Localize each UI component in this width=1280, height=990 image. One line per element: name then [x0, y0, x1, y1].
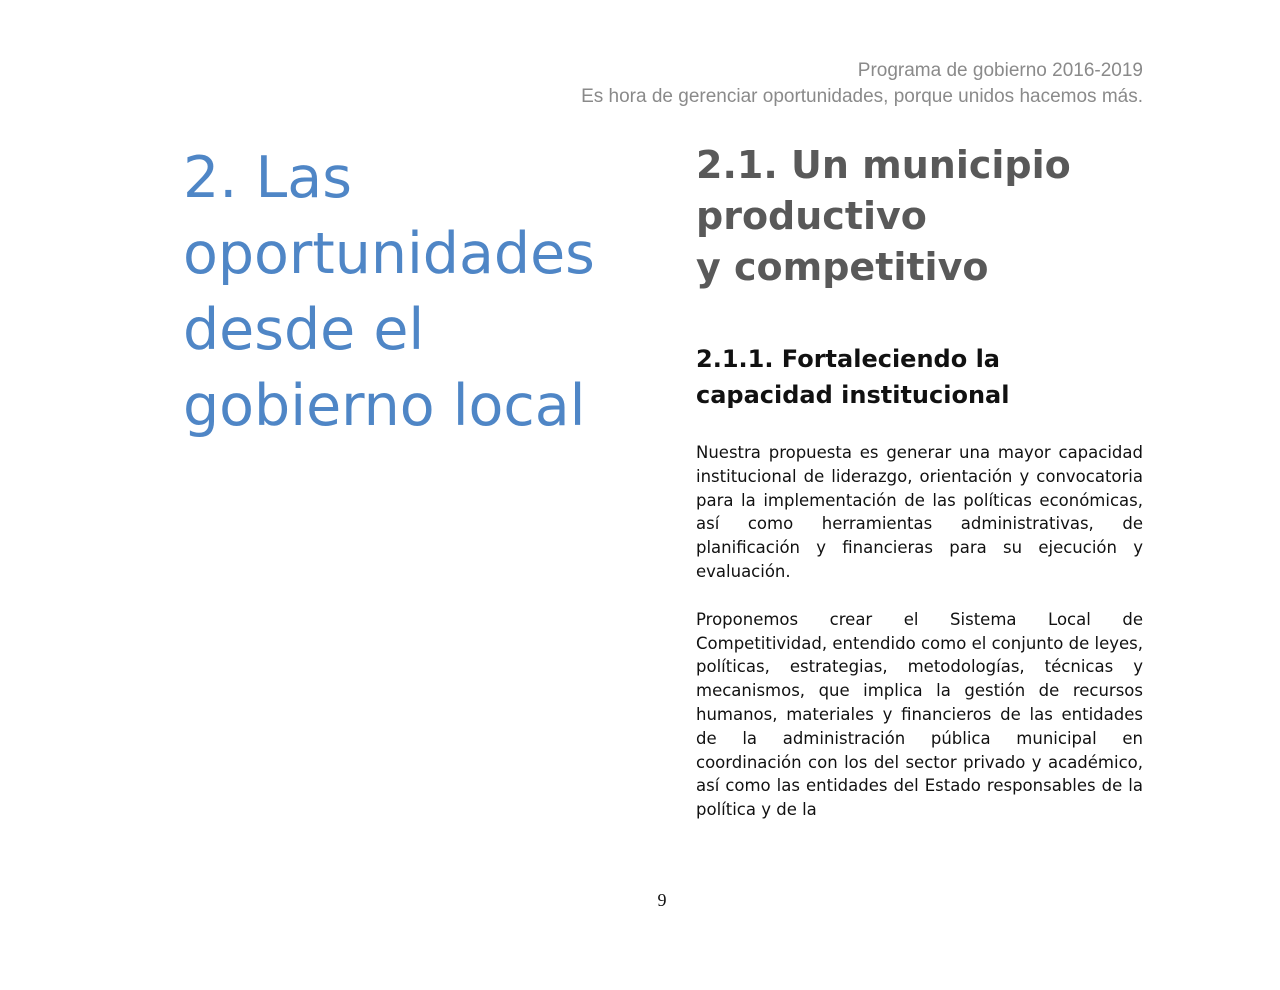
right-column [696, 140, 1143, 822]
chapter-title-line: desde el [183, 297, 425, 363]
chapter-title-line: gobierno local [183, 373, 586, 439]
header-program-title: Programa de gobierno 2016-2019 [857, 60, 1143, 81]
header-slogan: Es hora de gerenciar oportunidades, porque unidos hacemos más. [581, 86, 1143, 107]
section-title-line: y competitivo [696, 245, 989, 289]
chapter-title-line: 2. Las [183, 145, 352, 211]
section-title-line: productivo [696, 194, 927, 238]
subsection-title-line: capacidad institucional [696, 381, 1010, 409]
subsection-title [696, 341, 1143, 413]
chapter-title [183, 140, 653, 444]
section-title-line: 2.1. Un municipio [696, 143, 1071, 187]
page-number: 9 [657, 890, 667, 910]
section-title [696, 140, 1143, 293]
subsection-title-line: 2.1.1. Fortaleciendo la [696, 345, 1000, 373]
running-header [581, 58, 1143, 110]
chapter-title-line: oportunidades [183, 221, 595, 287]
body-paragraph: Proponemos crear el Sistema Local de Competitividad, entendido como el conjunto de leyes, políticas, estrategias, metodologías, técnicas y mecanismos, que implica la gestión de recursos humanos, materiales y financieros de las entidades de la administración pública municipal en coordinación con los del sector privado y académico, así como las entidades del Estado responsables de la política y de la [696, 609, 1143, 820]
body-paragraph: Nuestra propuesta es generar una mayor capacidad institucional de liderazgo, orientación y convocatoria para la implementación de las políticas económicas, así como herramientas administrativas, de planificación y financieras para su ejecución y evaluación. [696, 443, 1143, 581]
